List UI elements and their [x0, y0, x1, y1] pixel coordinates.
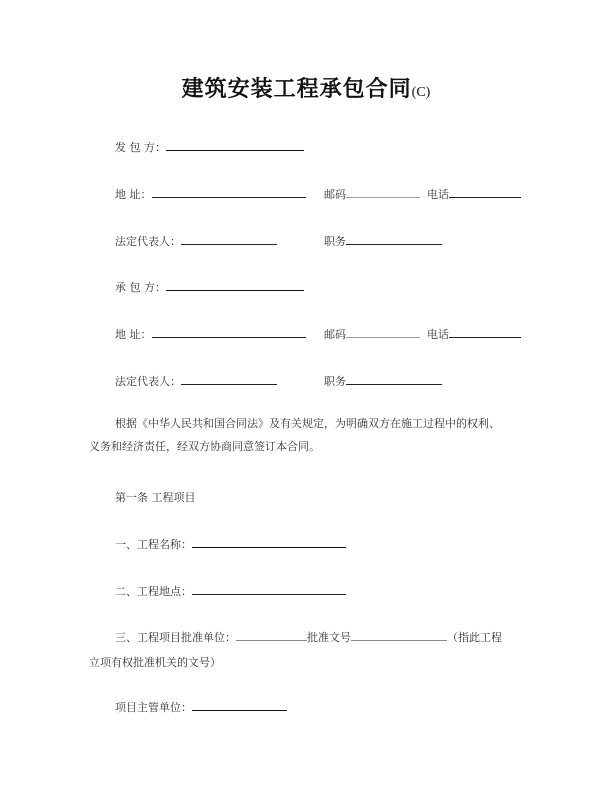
project-location-row [115, 583, 346, 599]
employer-legal-rep-label: 法定代表人： [115, 235, 181, 248]
document-title [0, 72, 612, 103]
employer-phone-field[interactable] [449, 187, 521, 198]
approval-number-field[interactable] [351, 630, 447, 641]
employer-position-label: 职务 [324, 235, 346, 248]
employer-postcode-row [324, 186, 420, 202]
contractor-party-field[interactable] [166, 280, 304, 291]
approval-note-line-1: （指此工程 [447, 631, 502, 644]
approval-unit-label: 三、工程项目批准单位： [115, 631, 236, 644]
employer-legal-rep-field[interactable] [181, 234, 277, 245]
contractor-legal-rep-row [115, 373, 277, 389]
contractor-postcode-row [324, 326, 420, 342]
project-location-label: 二、工程地点： [115, 585, 192, 598]
employer-party-field[interactable] [166, 140, 304, 151]
contractor-legal-rep-label: 法定代表人： [115, 375, 181, 388]
employer-address-field[interactable] [152, 187, 306, 198]
employer-postcode-field[interactable] [346, 187, 420, 198]
approval-unit-row [115, 629, 502, 645]
contractor-position-label: 职务 [324, 375, 346, 388]
employer-position-row [324, 233, 442, 249]
employer-address-label: 地 址： [115, 188, 152, 201]
employer-postcode-label: 邮码 [324, 188, 346, 201]
preamble-line-1: 根据《中华人民共和国合同法》及有关规定，为明确双方在施工过程中的权利、 [115, 417, 500, 430]
project-name-row [115, 536, 346, 552]
preamble-line-2: 义务和经济责任，经双方协商同意签订本合同。 [89, 440, 320, 453]
approval-note-line-2: 立项有权批准机关的文号） [89, 656, 221, 669]
contractor-postcode-label: 邮码 [324, 328, 346, 341]
title-suffix: (C) [411, 85, 431, 100]
contractor-position-field[interactable] [346, 374, 442, 385]
employer-party-label: 发 包 方： [115, 141, 166, 154]
contractor-position-row [324, 373, 442, 389]
article-1-heading: 第一条 工程项目 [115, 491, 196, 504]
project-name-field[interactable] [192, 537, 346, 548]
supervisor-label: 项目主管单位： [115, 701, 192, 714]
approval-number-label: 批准文号 [307, 631, 351, 644]
employer-phone-label: 电话 [427, 188, 449, 201]
contractor-legal-rep-field[interactable] [181, 374, 277, 385]
employer-legal-rep-row [115, 233, 277, 249]
contractor-phone-row [427, 326, 521, 342]
supervisor-row [115, 699, 287, 715]
contractor-party-label: 承 包 方： [115, 281, 166, 294]
contractor-address-field[interactable] [152, 327, 306, 338]
contractor-postcode-field[interactable] [346, 327, 420, 338]
contractor-address-label: 地 址： [115, 328, 152, 341]
employer-party-row [115, 139, 304, 155]
supervisor-field[interactable] [192, 700, 287, 711]
contractor-phone-field[interactable] [449, 327, 521, 338]
approval-unit-field[interactable] [236, 630, 307, 641]
project-name-label: 一、工程名称： [115, 538, 192, 551]
title-text: 建筑安装工程承包合同 [181, 77, 412, 102]
project-location-field[interactable] [192, 584, 346, 595]
contractor-address-row [115, 326, 306, 342]
employer-phone-row [427, 186, 521, 202]
contractor-phone-label: 电话 [427, 328, 449, 341]
employer-position-field[interactable] [346, 234, 442, 245]
contractor-party-row [115, 279, 304, 295]
employer-address-row [115, 186, 306, 202]
